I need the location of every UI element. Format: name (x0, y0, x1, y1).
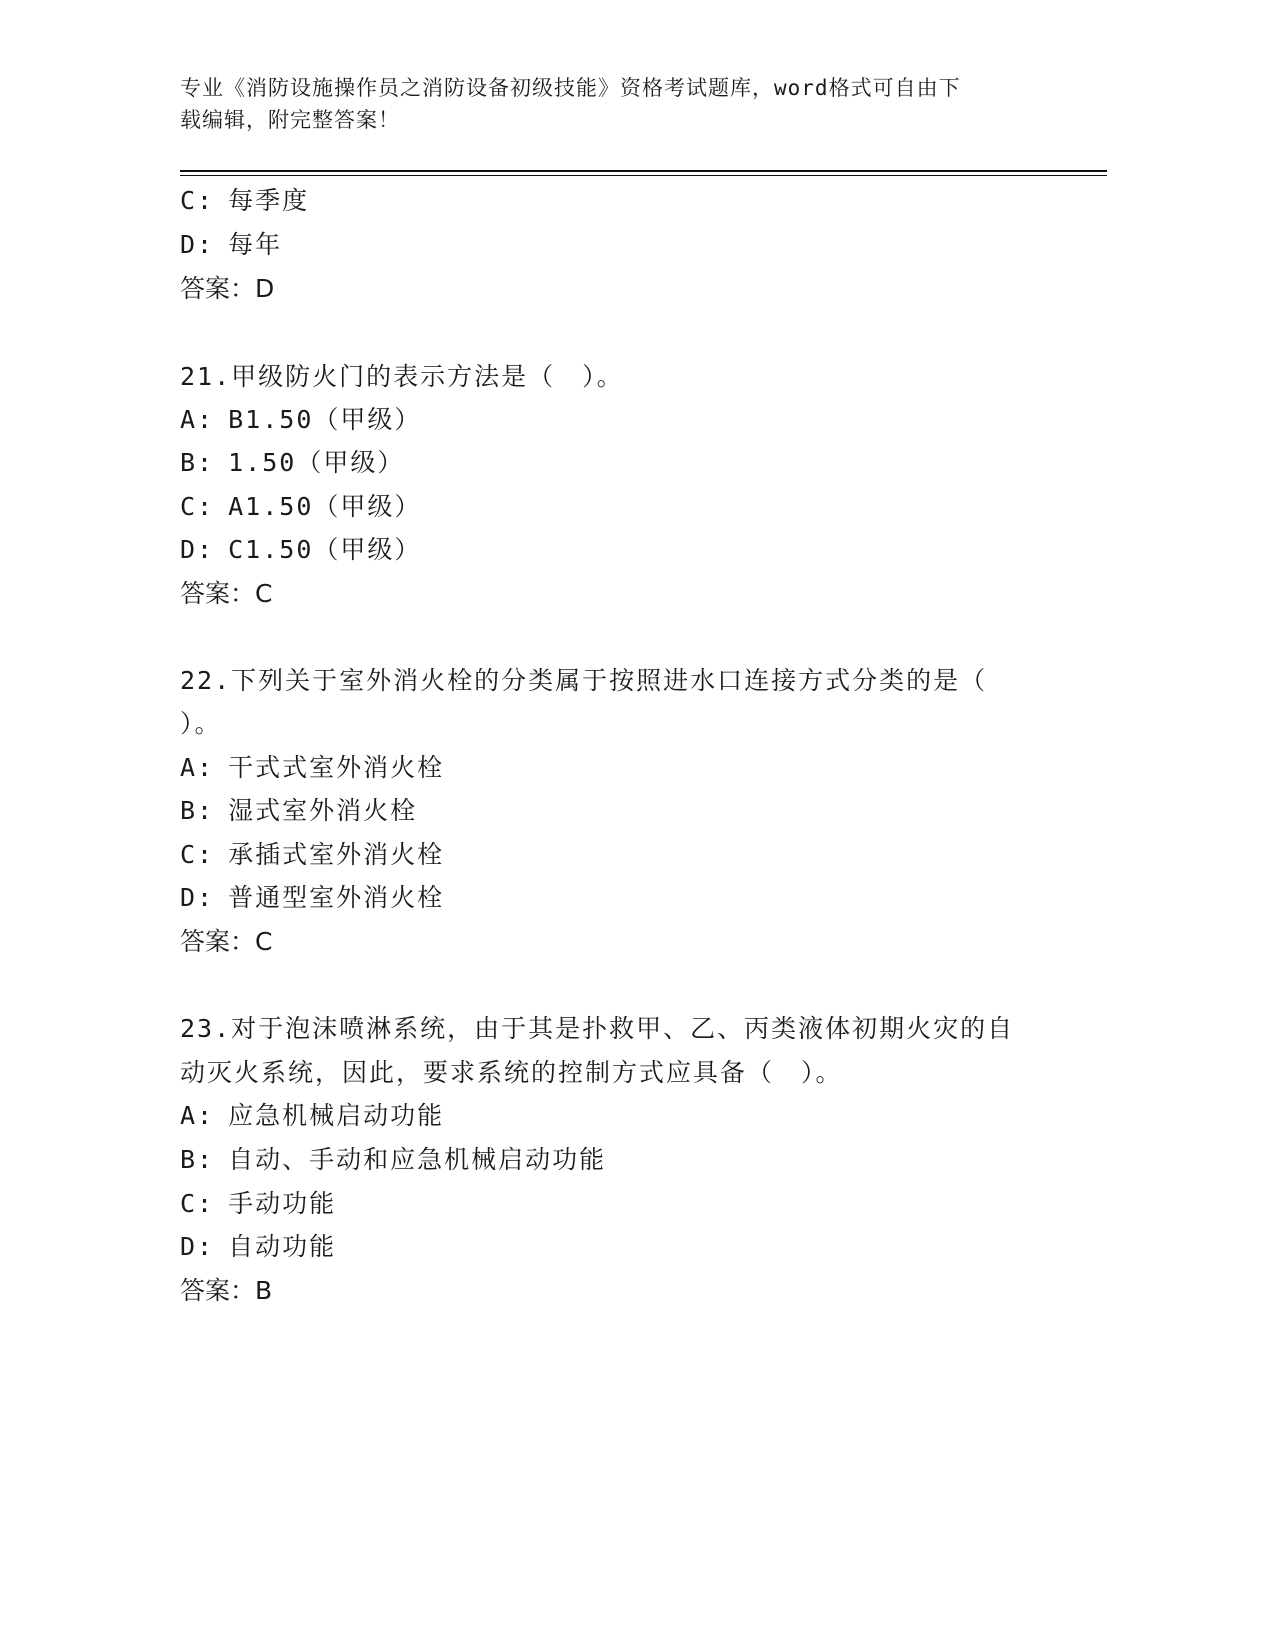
option-text: 承插式室外消火栓 (228, 840, 445, 869)
option-letter: A: (180, 753, 215, 782)
option-letter: D: (180, 535, 215, 564)
option-d (180, 1232, 336, 1262)
question-stem-continued: ）。 (180, 709, 222, 738)
question-stem: 23.对于泡沫喷淋系统，由于其是扑救甲、乙、丙类液体初期火灾的自 (180, 1014, 1015, 1043)
option-text: C1.50（甲级） (228, 535, 422, 564)
option-text: 湿式室外消火栓 (228, 796, 418, 825)
option-text: 自动、手动和应急机械启动功能 (228, 1145, 607, 1174)
question-stem: 21.甲级防火门的表示方法是（ ）。 (180, 362, 624, 391)
option-d (180, 883, 444, 913)
option-a (180, 1101, 444, 1131)
answer-line: 答案：D (180, 274, 275, 303)
option-c (180, 840, 444, 870)
option-letter: D: (180, 230, 215, 259)
header-divider-thin (180, 175, 1107, 176)
answer-line: 答案：C (180, 927, 273, 956)
option-c (180, 1189, 336, 1219)
header-line-1: 专业《消防设施操作员之消防设备初级技能》资格考试题库，word格式可自由下 (180, 76, 961, 100)
option-letter: C: (180, 840, 215, 869)
option-text: 1.50（甲级） (228, 448, 405, 477)
option-d (180, 535, 421, 565)
option-text: 应急机械启动功能 (228, 1101, 445, 1130)
header-line-2: 载编辑，附完整答案！ (180, 108, 400, 132)
option-letter: C: (180, 186, 215, 215)
answer-line: 答案：B (180, 1276, 273, 1305)
option-letter: D: (180, 1232, 215, 1261)
answer-line: 答案：C (180, 579, 273, 608)
option-text: 每季度 (228, 186, 310, 215)
question-stem: 22.下列关于室外消火栓的分类属于按照进水口连接方式分类的是（ (180, 666, 988, 695)
option-text: B1.50（甲级） (228, 405, 422, 434)
option-text: 普通型室外消火栓 (228, 883, 445, 912)
option-text: 每年 (228, 230, 283, 259)
document-header (180, 72, 1040, 136)
option-letter: A: (180, 405, 215, 434)
option-a (180, 753, 444, 783)
option-b (180, 796, 417, 826)
option-c (180, 492, 421, 522)
question-stem-continued: 动灭火系统，因此，要求系统的控制方式应具备（ ）。 (180, 1058, 843, 1087)
option-letter: B: (180, 796, 215, 825)
option-letter: A: (180, 1101, 215, 1130)
option-b (180, 1145, 606, 1175)
option-letter: B: (180, 1145, 215, 1174)
option-c (180, 186, 309, 216)
option-text: A1.50（甲级） (228, 492, 422, 521)
option-text: 干式式室外消火栓 (228, 753, 445, 782)
header-divider-thick (180, 170, 1107, 172)
option-text: 手动功能 (228, 1189, 337, 1218)
option-d (180, 230, 282, 260)
option-letter: C: (180, 1189, 215, 1218)
option-b (180, 448, 404, 478)
option-letter: D: (180, 883, 215, 912)
option-letter: B: (180, 448, 215, 477)
option-text: 自动功能 (228, 1232, 337, 1261)
option-letter: C: (180, 492, 215, 521)
option-a (180, 405, 421, 435)
